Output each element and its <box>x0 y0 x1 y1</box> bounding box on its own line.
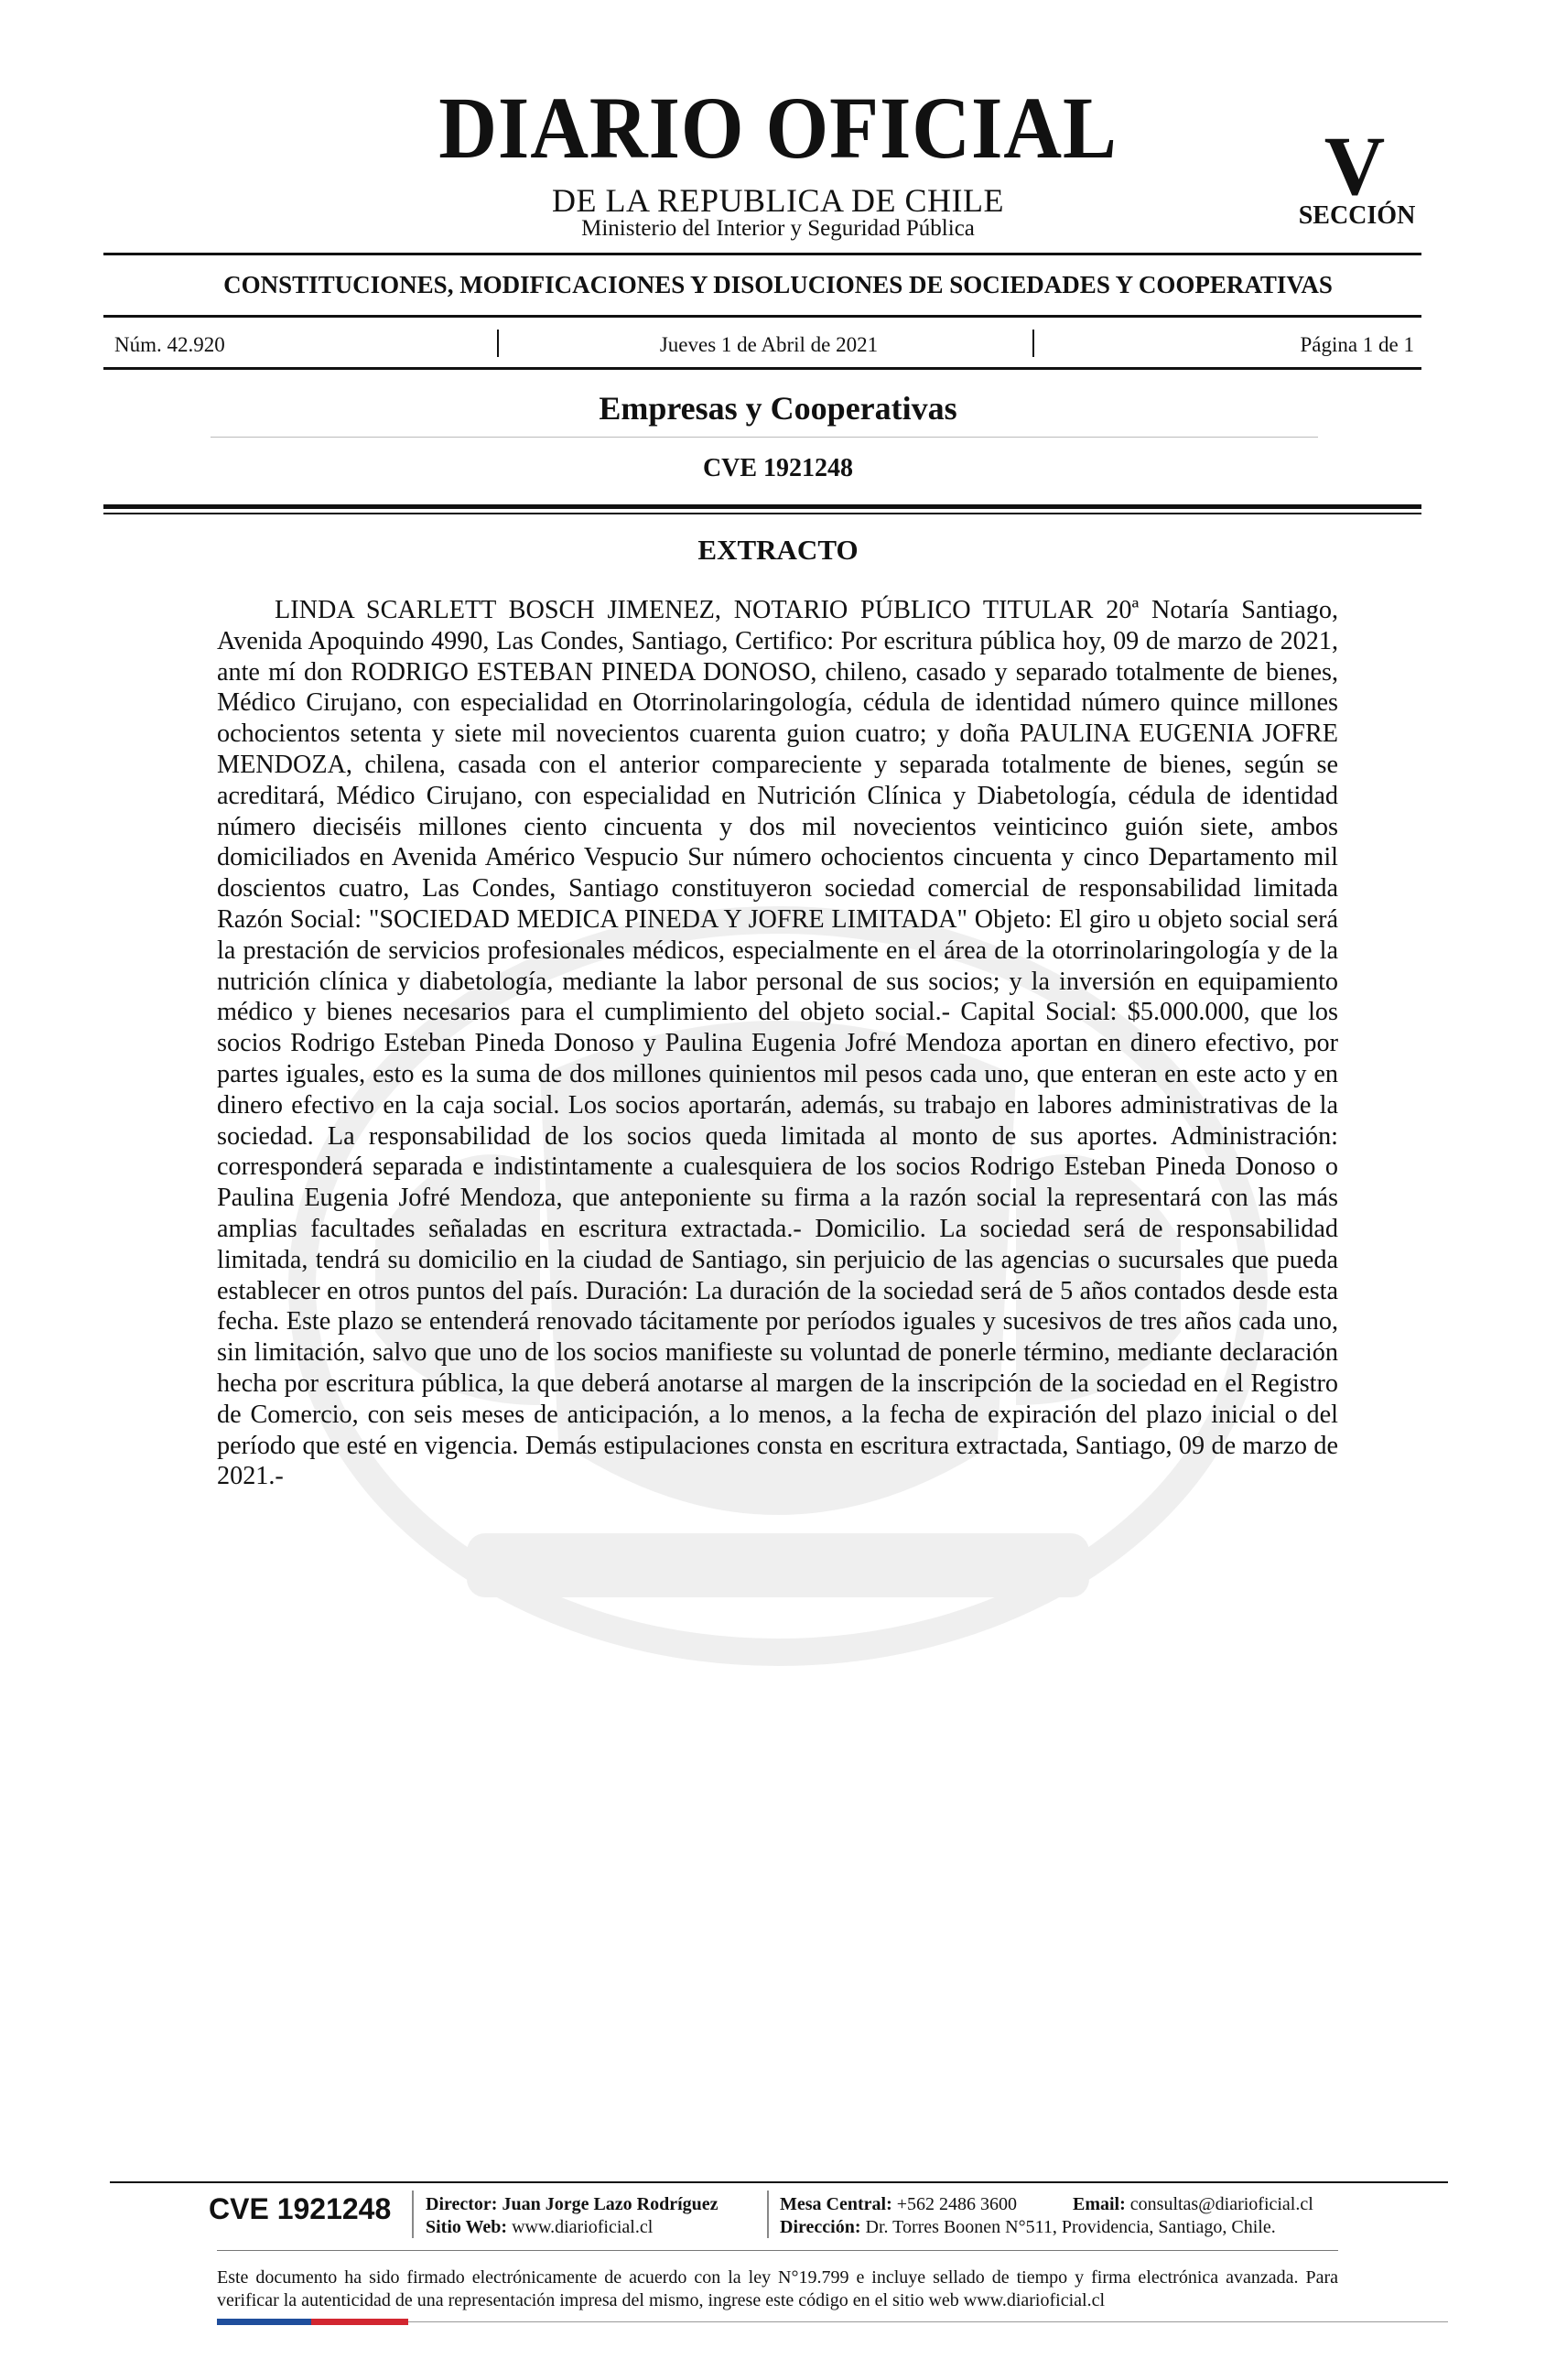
masthead-rule <box>103 253 1421 255</box>
email-link[interactable]: consultas@diarioficial.cl <box>1129 2194 1313 2214</box>
meta-rule <box>103 367 1421 370</box>
meta-separator <box>497 330 499 357</box>
category-rule <box>103 315 1421 318</box>
footer-site <box>426 2217 653 2238</box>
site-link[interactable]: www.diarioficial.cl <box>512 2217 654 2237</box>
category-title: CONSTITUCIONES, MODIFICACIONES Y DISOLUCIONES DE SOCIEDADES Y COOPERATIVAS <box>223 271 1333 298</box>
masthead-ministry: Ministerio del Interior y Seguridad Pública <box>581 216 975 241</box>
address-label: Dirección: <box>780 2217 861 2237</box>
meta-separator <box>1032 330 1034 357</box>
footer-director <box>426 2194 719 2215</box>
section-label: SECCIÓN <box>1298 201 1416 230</box>
cve-rule-thin <box>103 513 1421 514</box>
footer-divider <box>767 2191 769 2238</box>
heading-divider <box>211 437 1318 438</box>
footer-rule <box>110 2181 1448 2183</box>
footer-rule-thin <box>217 2250 1338 2251</box>
extract-title: EXTRACTO <box>697 534 859 566</box>
phone-value: +562 2486 3600 <box>896 2194 1018 2214</box>
footer-divider <box>412 2191 414 2238</box>
email-label: Email: <box>1073 2194 1126 2214</box>
issue-date: Jueves 1 de Abril de 2021 <box>659 333 879 356</box>
site-label: Sitio Web: <box>426 2217 508 2237</box>
masthead-title: DIARIO OFICIAL <box>438 79 1118 177</box>
address-value: Dr. Torres Boonen N°511, Providencia, Santiago, Chile. <box>865 2217 1276 2237</box>
director-name: Juan Jorge Lazo Rodríguez <box>502 2194 719 2214</box>
flag-stripe-blue <box>217 2319 311 2325</box>
flag-stripe-line <box>408 2321 1448 2322</box>
page-indicator: Página 1 de 1 <box>1300 333 1414 356</box>
cve-rule-thick <box>103 504 1421 509</box>
footer-address <box>780 2217 1276 2238</box>
cve-code: CVE 1921248 <box>702 454 854 482</box>
footer-email <box>1073 2194 1313 2215</box>
issue-number: Núm. 42.920 <box>114 333 225 356</box>
extract-body: LINDA SCARLETT BOSCH JIMENEZ, NOTARIO PÚBLICO TITULAR 20ª Notaría Santiago, Avenida Apoquindo 4990, Las Condes, Santiago, Certifico: Por escritura pública hoy, 09 de marzo de 2021, ante mí don RODRIGO ESTEBAN PINEDA DONOSO, chileno, casado y separado totalmente de bienes, Médico Cirujano, con especialidad en Otorrinolaringología, cédula de identidad número quince millones ochocientos setenta y siete mil novecientos cuarenta guion cuatro; y doña PAULINA EUGENIA JOFRE MENDOZA, chilena, casada con el anterior compareciente y separada totalmente de bienes, según se acreditará, Médico Cirujano, con especialidad en Nutrición Clínica y Diabetología, cédula de identidad número dieciséis millones ciento cincuenta y dos mil novecientos veinticinco guión siete, ambos domiciliados en Avenida Américo Vespucio Sur número ochocientos cincuenta y cinco Departamento mil doscientos cuatro, Las Condes, Santiago constituyeron sociedad comercial de responsabilidad limitada Razón Social: "SOCIEDAD MEDICA PINEDA Y JOFRE LIMITADA" Objeto: El giro u objeto social será la prestación de servicios profesionales médicos, especialmente en el área de la otorrinolaringología y de la nutrición clínica y diabetología, mediante la labor personal de sus socios; y la inversión en equipamiento médico y bienes necesarios para el cumplimiento del objeto social.- Capital Social: $5.000.000, que los socios Rodrigo Esteban Pineda Donoso y Paulina Eugenia Jofré Mendoza aportan en dinero efectivo, por partes iguales, esto es la suma de dos millones quinientos mil pesos cada uno, que enteran en este acto y en dinero efectivo en la caja social. Los socios aportarán, además, su trabajo en labores administrativas de la sociedad. La responsabilidad de los socios queda limitada al monto de sus aportes. Administración: corresponderá separada e indistintamente a cualesquiera de los socios Rodrigo Esteban Pineda Donoso o Paulina Eugenia Jofré Mendoza, que anteponiente su firma a la razón social la representará con las más amplias facultades señaladas en escritura extractada.- Domicilio. La sociedad será de responsabilidad limitada, tendrá su domicilio en la ciudad de Santiago, sin perjuicio de las agencias o sucursales que pueda establecer en otros puntos del país. Duración: La duración de la sociedad será de 5 años contados desde esta fecha. Este plazo se entenderá renovado tácitamente por períodos iguales y sucesivos de tres años cada uno, sin limitación, salvo que uno de los socios manifieste su voluntad de ponerle término, mediante declaración hecha por escritura pública, la que deberá anotarse al margen de la inscripción de la sociedad en el Registro de Comercio, con seis meses de anticipación, a lo menos, a la fecha de expiración del plazo inicial o del período que esté en vigencia. Demás estipulaciones consta en escritura extractada, Santiago, 09 de marzo de 2021.- <box>217 596 1338 1491</box>
section-heading: Empresas y Cooperativas <box>599 390 957 427</box>
masthead-subtitle: DE LA REPUBLICA DE CHILE <box>552 182 1004 219</box>
footer-phone <box>780 2194 1017 2215</box>
section-letter: V <box>1324 119 1386 212</box>
footer-cve: CVE 1921248 <box>209 2192 392 2225</box>
director-label: Director: <box>426 2194 498 2214</box>
footer-legal-notice: Este documento ha sido firmado electrónicamente de acuerdo con la ley N°19.799 e incluye sellado de tiempo y firma electrónica avanzada. Para verificar la autenticidad de una representación impresa del mismo, ingrese este código en el sitio web www.diarioficial.cl <box>217 2267 1338 2310</box>
flag-stripe-red <box>311 2319 408 2325</box>
phone-label: Mesa Central: <box>780 2194 892 2214</box>
